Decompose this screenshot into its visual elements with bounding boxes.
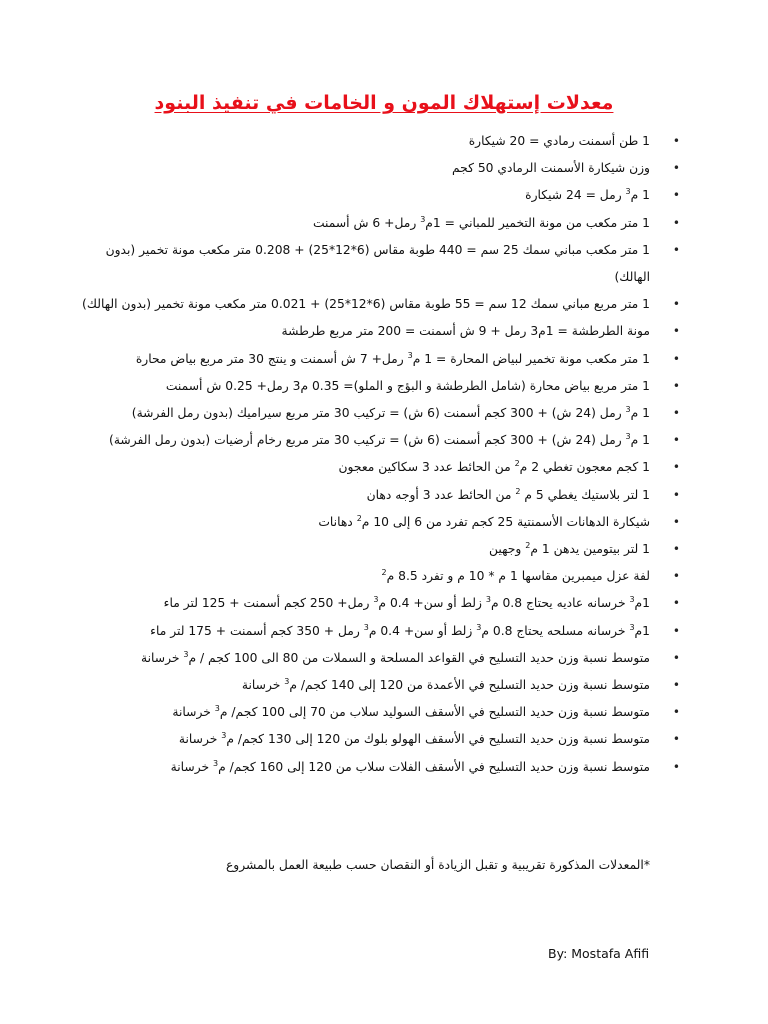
list-item: • متوسط نسبة وزن حديد التسليح في القواعد المسلحة و السملات من 80 الى 100 كجم / م$^3$ خرسانة: [82, 645, 650, 672]
list-item: • لفة عزل ميمبرين مقاسها 1 م * 10 م و تفرد 8.5 م$^2$: [82, 563, 650, 590]
list-item: • متوسط نسبة وزن حديد التسليح في الأسقف السوليد سلاب من 70 إلى 100 كجم/ م$^3$ خرسانة: [82, 699, 650, 726]
list-item: • 1م$^3$ خرسانه مسلحه يحتاج 0.8 م$^3$ زلط أو سن+ 0.4 م$^3$ رمل + 350 كجم أسمنت + 175 لتر ماء: [82, 618, 650, 645]
list-item: • متوسط نسبة وزن حديد التسليح في الأسقف الفلات سلاب من 120 إلى 160 كجم/ م$^3$ خرسانة: [82, 754, 650, 781]
list-item: • 1 م$^3$ رمل (24 ش) + 300 كجم أسمنت (6 ش) = تركيب 30 متر مربع سيراميك (بدون رمل الفرشة): [82, 400, 650, 427]
list-item: • متوسط نسبة وزن حديد التسليح في الأسقف الهولو بلوك من 120 إلى 130 كجم/ م$^3$ خرسانة: [82, 726, 650, 753]
list-item: • 1 متر مكعب مباني سمك 25 سم = 440 طوبة مقاس (6*12*25) + 0.208 متر مكعب مونة تخمير (بدون الهالك): [82, 237, 650, 291]
list-item: • 1 متر مكعب من مونة التخمير للمباني = 1م$^3$ رمل+ 6 ش أسمنت: [82, 210, 650, 237]
list-item: • 1 متر مكعب مونة تخمير لبياض المحارة = 1 م$^3$ رمل+ 7 ش أسمنت و ينتج 30 متر مربع بياض محارة: [82, 346, 650, 373]
list-item: • 1 لتر بلاستيك يغطي 5 م $^2$ من الحائط عدد 3 أوجه دهان: [82, 482, 650, 509]
rates-list: [82, 128, 650, 781]
list-item: • 1 متر مربع مباني سمك 12 سم = 55 طوبة مقاس (6*12*25) + 0.021 متر مكعب مونة تخمير (بدون الهالك): [82, 291, 650, 318]
list-item: • 1م$^3$ خرسانه عاديه يحتاج 0.8 م$^3$ زلط أو سن+ 0.4 م$^3$ رمل+ 250 كجم أسمنت + 125 لتر ماء: [82, 590, 650, 617]
list-item: • شيكارة الدهانات الأسمنتية 25 كجم تفرد من 6 إلى 10 م$^2$ دهانات: [82, 509, 650, 536]
list-item: • 1 طن أسمنت رمادي = 20 شيكارة: [82, 128, 650, 155]
list-item: • 1 متر مربع بياض محارة (شامل الطرطشة و البؤج و الملو)= 0.35 م3 رمل+ 0.25 ش أسمنت: [82, 373, 650, 400]
footnote: *المعدلات المذكورة تقريبية و تقبل الزيادة أو النقصان حسب طبيعة العمل بالمشروع: [225, 858, 650, 872]
page-title: معدلات إستهلاك المون و الخامات في تنفيذ البنود: [154, 92, 614, 114]
list-item: • وزن شيكارة الأسمنت الرمادي 50 كجم: [82, 155, 650, 182]
list-item: • 1 م$^3$ رمل = 24 شيكارة: [82, 182, 650, 209]
list-item: • 1 كجم معجون تغطي 2 م$^2$ من الحائط عدد 3 سكاكين معجون: [82, 454, 650, 481]
list-item: • 1 لتر بيتومين يدهن 1 م$^2$ وجهين: [82, 536, 650, 563]
list-item: • مونة الطرطشة = 1م3 رمل + 9 ش أسمنت = 200 متر مربع طرطشة: [82, 318, 650, 345]
author-credit: By: Mostafa Afifi: [548, 946, 650, 961]
list-item: • 1 م$^3$ رمل (24 ش) + 300 كجم أسمنت (6 ش) = تركيب 30 متر مربع رخام أرضيات (بدون رمل الفرشة): [82, 427, 650, 454]
list-item: • متوسط نسبة وزن حديد التسليح في الأعمدة من 120 إلى 140 كجم/ م$^3$ خرسانة: [82, 672, 650, 699]
